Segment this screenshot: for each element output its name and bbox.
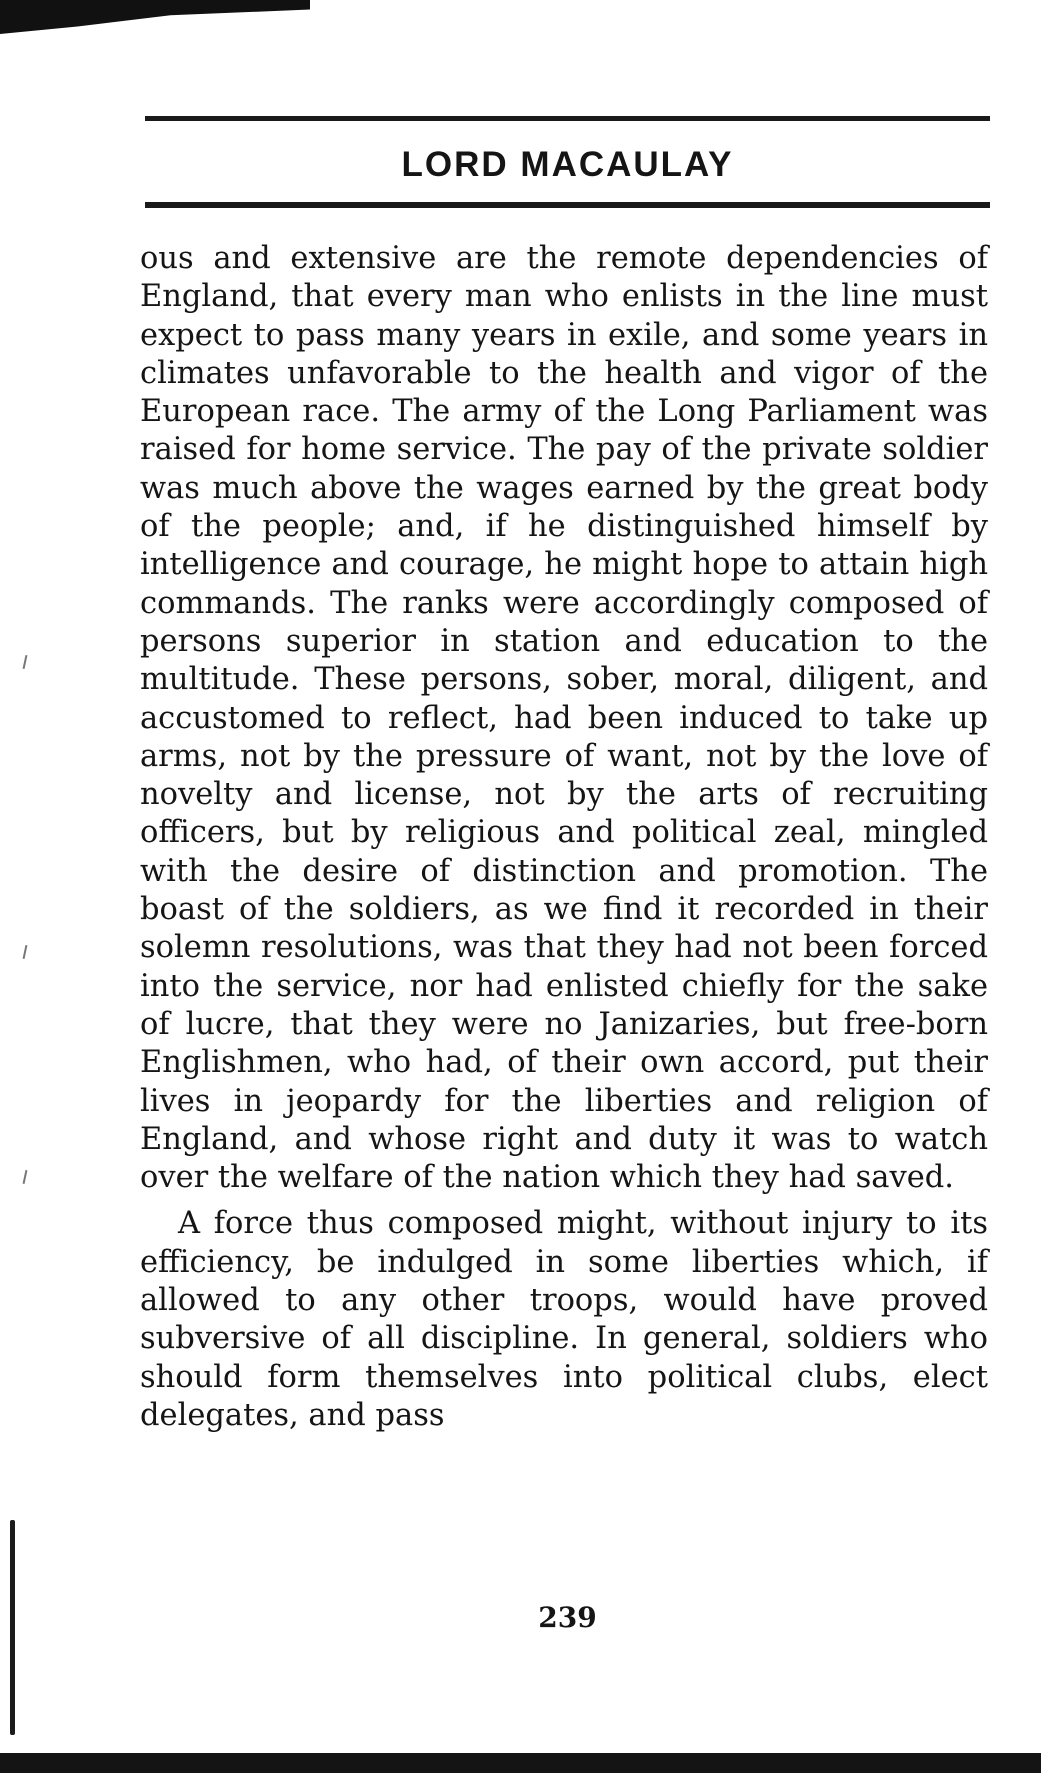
- running-head: LORD MACAULAY: [401, 145, 734, 184]
- header-rule-bottom: [145, 202, 990, 208]
- scan-shadow-bottom: [0, 1753, 1041, 1773]
- scan-binding-edge: [10, 1520, 15, 1735]
- scan-speck: [23, 1170, 28, 1184]
- body-text: [140, 240, 988, 1435]
- header-rule-top: [145, 116, 990, 121]
- paragraph-continued: ous and extensive are the remote dependencies of England, that every man who enlists in the line must expect to pass many years in exile, and some years in climates unfavorable to the health and vigor of the European race. The army of the Long Parliament was raised for home service. The pay of the private soldier was much above the wages earned by the great body of the people; and, if he distinguished himself by intelligence and courage, he might hope to attain high commands. The ranks were accordingly composed of persons superior in station and education to the multitude. These persons, sober, moral, diligent, and accustomed to reflect, had been induced to take up arms, not by the pressure of want, not by the love of novelty and license, not by the arts of recruiting officers, but by religious and political zeal, mingled with the desire of distinction and promotion. The boast of the soldiers, as we find it recorded in their solemn resolutions, was that they had not been forced into the service, nor had enlisted chiefly for the sake of lucre, that they were no Janizaries, but free-born Englishmen, who had, of their own accord, put their lives in jeopardy for the liberties and religion of England, and whose right and duty it was to watch over the welfare of the nation which they had saved.: [140, 241, 988, 1196]
- page-number: 239: [538, 1601, 597, 1634]
- scan-speck: [23, 655, 28, 669]
- paragraph: A force thus composed might, without injury to its efficiency, be indulged in some liberties which, if allowed to any other troops, would have proved subversive of all discipline. In general, soldiers who should form themselves into political clubs, elect delegates, and pass: [140, 1206, 988, 1433]
- scan-speck: [23, 945, 28, 959]
- scan-shadow-top: [0, 0, 310, 34]
